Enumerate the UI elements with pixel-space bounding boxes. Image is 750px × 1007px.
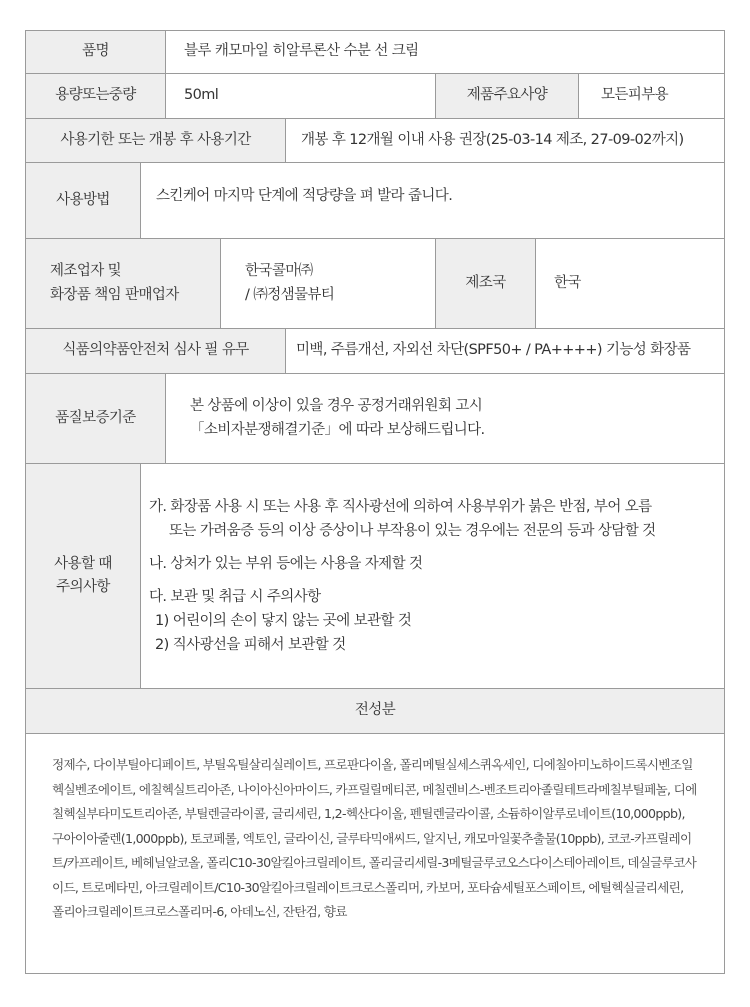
value-quality-line2: 「소비자분쟁해결기준」에 따라 보상해드립니다.	[190, 421, 485, 438]
label-maker	[26, 239, 221, 328]
label-caution-line2: 주의사항	[56, 579, 110, 595]
ingredients-text: 정제수, 다이부틸아디페이트, 부틸옥틸살리실레이트, 프로판다이올, 폴리메틸실세스퀴옥세인, 디에칠아미노하이드록시벤조일헥실벤조에이트, 에칠헥실트리아존, 나이아신아마이드, 카프릴릴메티콘, 메칠렌비스-벤조트리아졸릴테트라메칠부틸페놀, 디에칠헥실부타미도트리아존, 부틸렌글라이콜, 글리세린, 1,2-헥산다이올, 펜틸렌글라이콜, 소듐하이알루로네이트(10,000ppb), 구아이아줄렌(1,000ppb), 토코페롤, 엑토인, 글라이신, 글루타믹애씨드, 알지닌, 캐모마일꽃추출물(10ppb), 코코-카프릴레이트/카프레이트, 베헤닐알코올, 폴리C10-30알킬아크릴레이트, 폴리글리세릴-3메틸글루코오스다이스테아레이트, 데실글루코사이드, 트로메타민, 아크릴레이트/C10-30알킬아크릴레이트크로스폴리머, 카보머, 포타슘세틸포스페이트, 에틸헥실글리세린, 폴리아크릴레이트크로스폴리머-6, 아데노신, 잔탄검, 향료	[25, 733, 725, 974]
label-country: 제조국	[436, 239, 536, 328]
label-caution-line1: 사용할 때	[54, 555, 112, 572]
caution-item: 다. 보관 및 취급 시 주의사항	[149, 589, 321, 605]
row-volume	[26, 74, 724, 119]
label-caution	[26, 464, 141, 688]
caution-item: 가. 화장품 사용 시 또는 사용 후 직사광선에 의하여 사용부위가 붉은 반점, 부어 오름	[149, 499, 652, 515]
value-volume: 50ml	[166, 74, 436, 118]
label-product-name: 품명	[26, 31, 166, 73]
caution-item: 1) 어린이의 손이 닿지 않는 곳에 보관할 것	[155, 613, 412, 629]
value-country: 한국	[554, 274, 581, 291]
row-quality	[26, 374, 724, 464]
row-expiry	[26, 119, 724, 163]
label-expiry: 사용기한 또는 개봉 후 사용기간	[26, 119, 286, 162]
label-volume: 용량또는중량	[26, 74, 166, 118]
value-quality	[166, 374, 724, 463]
row-usage	[26, 163, 724, 239]
product-info-table	[25, 30, 725, 734]
label-spec: 제품주요사양	[436, 74, 579, 118]
ingredients-header: 전성분	[26, 689, 724, 733]
value-usage: 스킨케어 마지막 단계에 적당량을 펴 발라 줍니다.	[156, 188, 453, 204]
value-maker-line2: / ㈜정샘물뷰티	[245, 286, 335, 303]
value-product-name: 블루 캐모마일 히알루론산 수분 선 크림	[184, 43, 419, 60]
row-maker	[26, 239, 724, 329]
caution-item: 나. 상처가 있는 부위 등에는 사용을 자제할 것	[149, 556, 423, 572]
value-quality-line1: 본 상품에 이상이 있을 경우 공정거래위원회 고시	[190, 398, 483, 415]
label-maker-line1: 제조업자 및	[50, 263, 122, 280]
value-caution	[141, 464, 724, 688]
value-spec: 모든피부용	[601, 87, 669, 104]
row-caution	[26, 464, 724, 689]
label-mfds: 식품의약품안전처 심사 필 유무	[26, 329, 286, 373]
value-maker-line1: 한국콜마㈜	[245, 263, 313, 280]
row-product-name	[26, 31, 724, 74]
caution-item: 2) 직사광선을 피해서 보관할 것	[155, 637, 346, 653]
value-mfds: 미백, 주름개선, 자외선 차단(SPF50+ / PA++++) 기능성 화장품	[296, 342, 691, 359]
row-mfds	[26, 329, 724, 374]
label-maker-line2: 화장품 책임 판매업자	[50, 286, 179, 303]
row-ingredients-header	[26, 689, 724, 734]
value-maker	[221, 239, 436, 328]
value-expiry: 개봉 후 12개월 이내 사용 권장(25-03-14 제조, 27-09-02까지)	[301, 131, 684, 148]
label-usage: 사용방법	[26, 163, 141, 238]
caution-item: 또는 가려움증 등의 이상 증상이나 부작용이 있는 경우에는 전문의 등과 상담할 것	[169, 523, 656, 539]
label-quality: 품질보증기준	[26, 374, 166, 463]
